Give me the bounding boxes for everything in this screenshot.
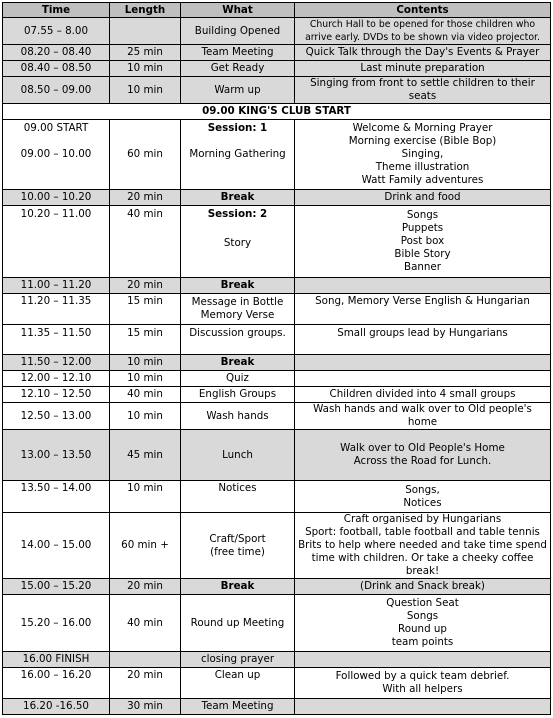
contents-line: Theme illustration	[375, 161, 470, 173]
time-cell: 08.50 – 09.00	[3, 77, 110, 104]
contents-line: Followed by a quick team debrief.	[335, 670, 510, 682]
contents-line: Songs	[406, 610, 439, 622]
contents-cell	[295, 120, 551, 190]
contents-cell: Singing from front to settle children to their seats	[295, 77, 551, 104]
what-cell: Break	[181, 190, 295, 206]
length-cell: 20 min	[110, 668, 181, 699]
contents-line: Welcome & Morning Prayer	[352, 122, 493, 134]
contents-line: Question Seat	[386, 597, 459, 609]
table-row	[3, 513, 551, 579]
contents-cell: Church Hall to be opened for those children who arrive early. DVDs to be shown via video projector.	[295, 18, 551, 45]
what-cell: Notices	[181, 481, 295, 513]
what-cell: Team Meeting	[181, 699, 295, 715]
time-cell: 08.40 – 08.50	[3, 61, 110, 77]
table-row	[3, 294, 551, 325]
what-cell: Team Meeting	[181, 45, 295, 61]
length-cell: 15 min	[110, 294, 181, 325]
what-line: Craft/Sport	[209, 532, 266, 545]
contents-cell: (Drink and Snack break)	[295, 579, 551, 595]
what-cell: closing prayer	[181, 652, 295, 668]
contents-line: Round up	[398, 623, 447, 635]
contents-cell	[295, 371, 551, 387]
length-cell: 40 min	[110, 595, 181, 652]
table-row	[3, 206, 551, 278]
contents-line: Songs	[406, 209, 439, 221]
table-row	[3, 652, 551, 668]
what-cell: Warm up	[181, 77, 295, 104]
contents-cell: Drink and food	[295, 190, 551, 206]
time-cell: 16.00 – 16.20	[3, 668, 110, 699]
what-cell: Wash hands	[181, 403, 295, 430]
time-cell: 11.00 – 11.20	[3, 278, 110, 294]
time-cell: 10.00 – 10.20	[3, 190, 110, 206]
what-cell: Discussion groups.	[181, 325, 295, 355]
what-cell: English Groups	[181, 387, 295, 403]
contents-line: Across the Road for Lunch.	[353, 455, 492, 467]
contents-cell	[295, 278, 551, 294]
header-length: Length	[110, 3, 181, 18]
table-row	[3, 403, 551, 430]
session-title: Story	[223, 237, 252, 249]
time-cell: 16.00 FINISH	[3, 652, 110, 668]
table-row	[3, 61, 551, 77]
time-cell: 13.00 – 13.50	[3, 430, 110, 481]
contents-line: With all helpers	[382, 683, 463, 695]
contents-cell	[295, 668, 551, 699]
length-cell: 15 min	[110, 325, 181, 355]
contents-cell: Quick Talk through the Day's Events & Prayer	[295, 45, 551, 61]
header-row	[3, 3, 551, 18]
what-cell: Break	[181, 579, 295, 595]
length-cell: 10 min	[110, 481, 181, 513]
length-cell: 60 min +	[110, 513, 181, 579]
contents-line: Walk over to Old People's Home	[340, 442, 505, 454]
contents-line: Notices	[403, 496, 442, 509]
time-cell: 07.55 – 8.00	[3, 18, 110, 45]
time-cell: 12.00 – 12.10	[3, 371, 110, 387]
table-row	[3, 190, 551, 206]
contents-cell: Last minute preparation	[295, 61, 551, 77]
length-cell	[110, 652, 181, 668]
table-row	[3, 579, 551, 595]
contents-line: Morning exercise (Bible Bop)	[348, 135, 497, 147]
what-cell: Clean up	[181, 668, 295, 699]
header-contents: Contents	[295, 3, 551, 18]
header-time: Time	[3, 3, 110, 18]
time-cell: 08.20 – 08.40	[3, 45, 110, 61]
contents-cell	[295, 595, 551, 652]
table-row	[3, 699, 551, 715]
time-cell: 11.50 – 12.00	[3, 355, 110, 371]
contents-line: Craft organised by Hungarians	[343, 513, 502, 525]
time-range: 09.00 – 10.00	[20, 148, 92, 160]
contents-line: Watt Family adventures	[361, 174, 484, 186]
contents-line: Bible Story	[394, 248, 451, 260]
contents-cell	[295, 513, 551, 579]
time-start: 09.00 START	[23, 122, 89, 134]
what-cell: Quiz	[181, 371, 295, 387]
contents-cell	[295, 355, 551, 371]
length-cell: 20 min	[110, 190, 181, 206]
schedule-table	[2, 2, 551, 715]
length-cell: 40 min	[110, 387, 181, 403]
time-cell: 16.20 -16.50	[3, 699, 110, 715]
time-cell: 12.50 – 13.00	[3, 403, 110, 430]
time-cell: 11.35 – 11.50	[3, 325, 110, 355]
session-title: Morning Gathering	[189, 148, 286, 160]
length-cell: 10 min	[110, 371, 181, 387]
length-cell: 45 min	[110, 430, 181, 481]
contents-cell: Children divided into 4 small groups	[295, 387, 551, 403]
what-cell	[181, 206, 295, 278]
table-row	[3, 668, 551, 699]
what-cell	[181, 294, 295, 325]
contents-line: Puppets	[401, 222, 444, 234]
table-row	[3, 355, 551, 371]
what-cell	[181, 513, 295, 579]
contents-cell	[295, 699, 551, 715]
contents-cell	[295, 430, 551, 481]
table-row	[3, 45, 551, 61]
table-row	[3, 77, 551, 104]
table-row	[3, 120, 551, 190]
contents-cell: Small groups lead by Hungarians	[295, 325, 551, 355]
what-cell: Break	[181, 355, 295, 371]
what-line: Message in Bottle	[191, 296, 284, 308]
contents-cell	[295, 481, 551, 513]
contents-cell	[295, 652, 551, 668]
length-cell: 10 min	[110, 355, 181, 371]
header-what: What	[181, 3, 295, 18]
length-cell: 60 min	[110, 120, 181, 190]
length-cell: 10 min	[110, 403, 181, 430]
table-row	[3, 387, 551, 403]
what-cell: Building Opened	[181, 18, 295, 45]
length-cell	[110, 18, 181, 45]
kings-club-banner: 09.00 KING'S CLUB START	[3, 104, 551, 120]
what-cell: Get Ready	[181, 61, 295, 77]
time-cell: 12.10 – 12.50	[3, 387, 110, 403]
table-row	[3, 325, 551, 355]
kings-club-banner-row	[3, 104, 551, 120]
what-line: Memory Verse	[200, 309, 275, 321]
what-line: (free time)	[210, 545, 265, 558]
contents-line: Sport: football, table football and table tennis	[305, 526, 540, 538]
contents-line: Brits to help where needed and take time spend time with children. Or take a cheeky coffee break!	[298, 539, 547, 577]
table-row	[3, 595, 551, 652]
table-row	[3, 18, 551, 45]
table-row	[3, 371, 551, 387]
length-cell: 40 min	[110, 206, 181, 278]
length-cell: 20 min	[110, 278, 181, 294]
table-row	[3, 481, 551, 513]
contents-cell	[295, 206, 551, 278]
contents-cell: Wash hands and walk over to Old people's home	[295, 403, 551, 430]
table-row	[3, 278, 551, 294]
what-cell: Round up Meeting	[181, 595, 295, 652]
length-cell: 10 min	[110, 61, 181, 77]
session-label: Session: 2	[207, 208, 268, 220]
time-cell: 15.20 – 16.00	[3, 595, 110, 652]
time-cell: 14.00 – 15.00	[3, 513, 110, 579]
time-cell: 13.50 – 14.00	[3, 481, 110, 513]
contents-line: Post box	[400, 235, 445, 247]
what-cell	[181, 120, 295, 190]
session-label: Session: 1	[207, 122, 268, 134]
length-cell: 30 min	[110, 699, 181, 715]
contents-line: Singing,	[401, 148, 444, 160]
contents-cell: Song, Memory Verse English & Hungarian	[295, 294, 551, 325]
what-cell: Lunch	[181, 430, 295, 481]
length-cell: 20 min	[110, 579, 181, 595]
table-row	[3, 430, 551, 481]
what-cell: Break	[181, 278, 295, 294]
time-cell: 11.20 – 11.35	[3, 294, 110, 325]
length-cell: 25 min	[110, 45, 181, 61]
contents-line: Songs,	[405, 483, 440, 496]
contents-line: team points	[391, 636, 454, 648]
time-cell: 15.00 – 15.20	[3, 579, 110, 595]
contents-line: Banner	[404, 261, 441, 273]
length-cell: 10 min	[110, 77, 181, 104]
time-cell: 10.20 – 11.00	[3, 206, 110, 278]
time-cell	[3, 120, 110, 190]
